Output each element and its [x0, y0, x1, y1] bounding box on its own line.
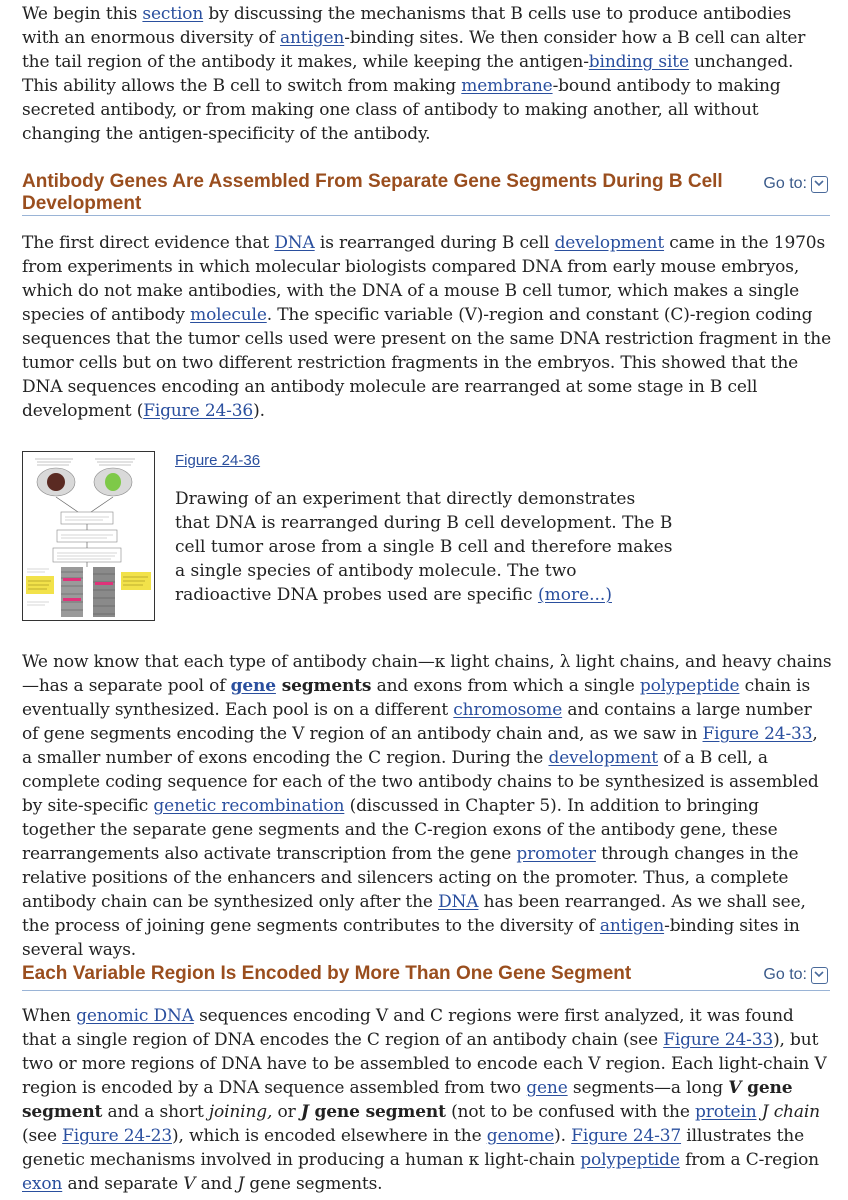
link-gene[interactable]: gene [230, 676, 276, 696]
figure-thumbnail-drawing [23, 452, 154, 620]
text: (not to be confused with the [445, 1102, 696, 1122]
text: We begin this [22, 4, 143, 24]
link-antigen[interactable]: antigen [599, 916, 665, 936]
text: is rearranged during B cell [314, 233, 555, 253]
text: When [22, 1006, 77, 1026]
text: unchanged. This ability allows the B cell to switch from making [22, 52, 794, 96]
link-dna[interactable]: DNA [438, 892, 479, 912]
text: and exons from which a single [371, 676, 640, 696]
text: ), but two or more regions of DNA have to be assembled to encode each V region. Each light-chain V region is encoded by a DNA sequence assembled from two [22, 1030, 827, 1098]
chevron-down-icon [811, 967, 828, 984]
link-figure-24-33[interactable]: Figure 24-33 [663, 1030, 774, 1050]
text: gene segments. [244, 1174, 383, 1194]
text: and separate [62, 1174, 184, 1194]
bold-text: segments [275, 676, 372, 696]
text: ). [253, 401, 265, 421]
text: -binding sites in several ways. [22, 916, 800, 960]
bold-italic-text: V [728, 1078, 742, 1098]
link-figure-24-23[interactable]: Figure 24-23 [62, 1126, 173, 1146]
italic-text: J [237, 1174, 245, 1194]
caption-text: Drawing of an experiment that directly demonstrates that DNA is rearranged during B cell development. The B cell tumor arose from a single B cell and therefore makes a single species of antibody molecule. The two radioactive DNA probes used are specific [175, 489, 673, 605]
text: came in the 1970s from experiments in which molecular biologists compared DNA from early mouse embryos, which do not make antibodies, with the DNA of a mouse B cell tumor, which makes a single species of antibody [22, 233, 826, 325]
goto-label: Go to: [763, 175, 807, 192]
intro-paragraph [22, 2, 832, 146]
italic-text: joining, [208, 1102, 273, 1122]
section1-paragraph-1 [22, 231, 832, 423]
link-figure-24-36[interactable]: Figure 24-36 [143, 401, 254, 421]
text: or [272, 1102, 301, 1122]
link-antigen[interactable]: antigen [280, 28, 345, 48]
bold-text: gene segment [308, 1102, 446, 1122]
section2-paragraph-1 [22, 1004, 832, 1196]
link-gene[interactable]: gene [526, 1078, 568, 1098]
text: ). [554, 1126, 572, 1146]
text: has been rearranged. As we shall see, the process of joining gene segments contributes to the diversity of [22, 892, 806, 936]
link-genetic-recombination[interactable]: genetic recombination [153, 796, 345, 816]
italic-text: J chain [756, 1102, 820, 1122]
link-exon[interactable]: exon [22, 1174, 63, 1194]
figure-thumbnail[interactable] [22, 451, 155, 621]
chevron-down-icon [811, 176, 828, 193]
text: illustrates the genetic mechanisms involved in producing a human κ light-chain [22, 1126, 804, 1170]
text: The first direct evidence that [22, 233, 275, 253]
link-genomic-dna[interactable]: genomic DNA [76, 1006, 194, 1026]
text: from a C-region [679, 1150, 819, 1170]
more-link[interactable]: (more...) [537, 585, 612, 605]
link-binding-site[interactable]: binding site [588, 52, 689, 72]
link-protein[interactable]: protein [695, 1102, 757, 1122]
bold-italic-text: J [300, 1102, 309, 1122]
link-membrane[interactable]: membrane [461, 76, 553, 96]
link-development[interactable]: development [554, 233, 665, 253]
link-genome[interactable]: genome [486, 1126, 555, 1146]
figure-title-link[interactable]: Figure 24-36 [175, 452, 261, 469]
text: by discussing the mechanisms that B cells use to produce antibodies with an enormous diversity of [22, 4, 792, 48]
link-polypeptide[interactable]: polypeptide [580, 1150, 680, 1170]
text: (discussed in Chapter 5). In addition to bringing together the separate gene segments and the C-region exons of the antibody gene, these rearrangements also activate transcription from the gene [22, 796, 778, 864]
link-polypeptide[interactable]: polypeptide [639, 676, 740, 696]
section-title: Each Variable Region Is Encoded by More Than One Gene Segment [22, 963, 632, 984]
text: and contains a large number of gene segments encoding the V region of an antibody chain and, as we saw in [22, 700, 812, 744]
link-section[interactable]: section [142, 4, 204, 24]
section-heading-antibody-genes [22, 171, 830, 216]
figure-caption [175, 487, 675, 607]
text: . The specific variable (V)-region and constant (C)-region coding sequences that the tumor cells used were present on the same DNA restriction fragment in the tumor cells but on two different restriction fragments in the embryos. This showed that the DNA sequences encoding an antibody molecule are rearranged at some stage in B cell development ( [22, 305, 832, 421]
link-molecule[interactable]: molecule [190, 305, 267, 325]
section-heading-variable-region [22, 963, 830, 991]
text: -bound antibody to making secreted antibody, or from making one class of antibody to making another, all without changing the antigen-specificity of the antibody. [22, 76, 781, 144]
text: ), which is encoded elsewhere in the [172, 1126, 487, 1146]
bold-text: gene segment [22, 1078, 793, 1122]
text: segments—a long [567, 1078, 729, 1098]
text: (see [22, 1126, 63, 1146]
section1-paragraph-2 [22, 650, 832, 962]
text: through changes in the relative positions of the enhancers and silencers acting on the promoter. Thus, a complete antibody chain can be synthesized only after the [22, 844, 799, 912]
link-development[interactable]: development [548, 748, 658, 768]
text: -binding sites. We then consider how a B cell can alter the tail region of the antibody it makes, while keeping the antigen- [22, 28, 806, 72]
text: and [195, 1174, 238, 1194]
goto-button[interactable] [763, 175, 828, 193]
link-figure-24-37[interactable]: Figure 24-37 [571, 1126, 682, 1146]
italic-text: V [183, 1174, 196, 1194]
link-figure-24-33[interactable]: Figure 24-33 [702, 724, 813, 744]
link-promoter[interactable]: promoter [516, 844, 596, 864]
text: and a short [102, 1102, 209, 1122]
goto-button[interactable] [763, 966, 828, 984]
link-chromosome[interactable]: chromosome [453, 700, 563, 720]
section-title: Antibody Genes Are Assembled From Separate Gene Segments During B Cell Development [22, 171, 723, 214]
text: We now know that each type of antibody chain—κ light chains, λ light chains, and heavy chains—has a separate pool of [22, 652, 832, 696]
link-dna[interactable]: DNA [274, 233, 315, 253]
goto-label: Go to: [763, 966, 807, 983]
text: of a B cell, a complete coding sequence for each of the two antibody chains to be synthesized is assembled by site-specific [22, 748, 819, 816]
text: chain is eventually synthesized. Each pool is on a different [22, 676, 811, 720]
text: sequences encoding V and C regions were first analyzed, it was found that a single region of DNA encodes the C region of an antibody chain (see [22, 1006, 794, 1050]
text: , a smaller number of exons encoding the C region. During the [22, 724, 818, 768]
